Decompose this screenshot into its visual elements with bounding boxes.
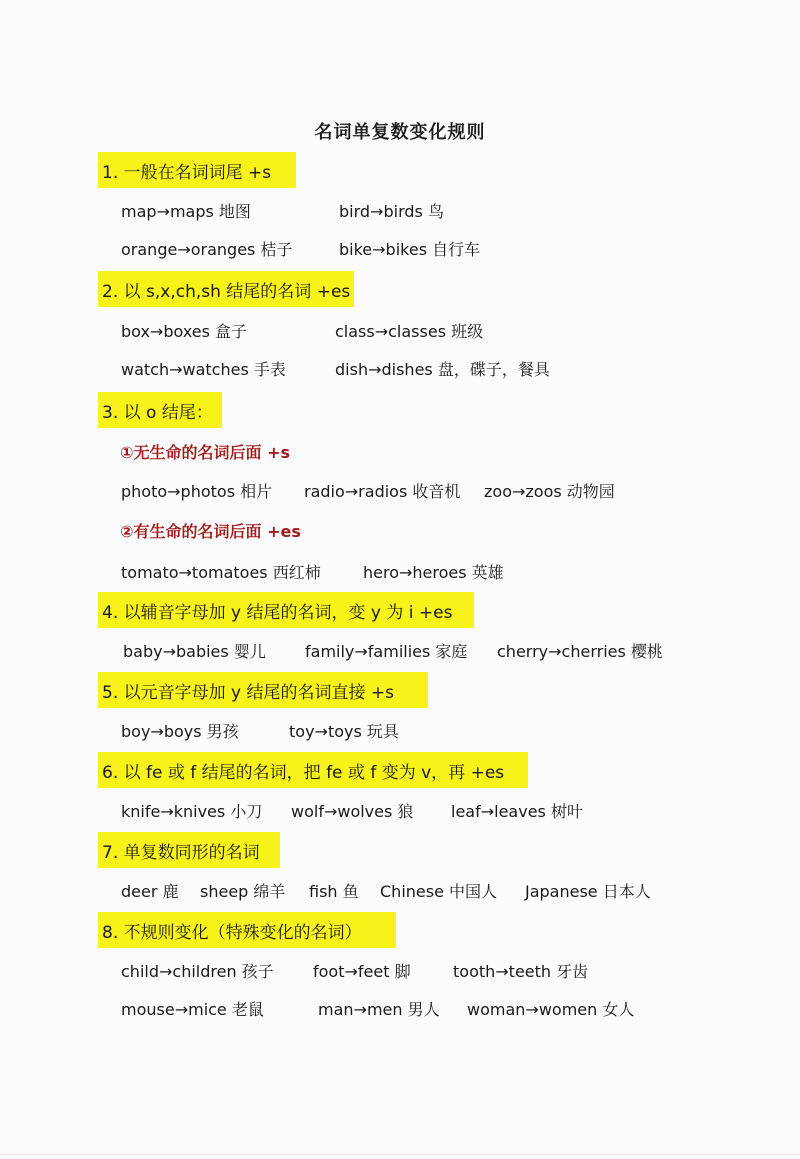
example-item: boy→boys 男孩 (121, 722, 239, 741)
rule-heading-4: 4. 以辅音字母加 y 结尾的名词，变 y 为 i +es (98, 592, 474, 628)
example-item: leaf→leaves 树叶 (451, 802, 583, 821)
page-edge-divider (0, 1154, 800, 1155)
example-item: orange→oranges 桔子 (121, 240, 293, 259)
example-item: man→men 男人 (318, 1000, 440, 1019)
example-item: wolf→wolves 狼 (291, 802, 414, 821)
example-item: deer 鹿 (121, 882, 179, 901)
rule-heading-6: 6. 以 fe 或 f 结尾的名词，把 fe 或 f 变为 v，再 +es (98, 752, 528, 788)
page-title: 名词单复数变化规则 (314, 122, 486, 143)
example-item: photo→photos 相片 (121, 482, 273, 501)
example-item: toy→toys 玩具 (289, 722, 399, 741)
example-item: knife→knives 小刀 (121, 802, 263, 821)
rule-heading-1: 1. 一般在名词词尾 +s (98, 152, 296, 188)
example-item: Japanese 日本人 (525, 882, 651, 901)
example-item: hero→heroes 英雄 (363, 563, 504, 582)
example-item: woman→women 女人 (467, 1000, 635, 1019)
example-item: family→families 家庭 (305, 642, 468, 661)
example-item: bird→birds 鸟 (339, 202, 444, 221)
example-item: watch→watches 手表 (121, 360, 286, 379)
subrule-2: ②有生命的名词后面 +es (120, 522, 301, 541)
example-item: foot→feet 脚 (313, 962, 411, 981)
example-item: zoo→zoos 动物园 (484, 482, 615, 501)
rule-heading-3: 3. 以 o 结尾： (98, 392, 222, 428)
rule-heading-2: 2. 以 s,x,ch,sh 结尾的名词 +es (98, 271, 354, 307)
rule-heading-8: 8. 不规则变化（特殊变化的名词） (98, 912, 396, 948)
example-item: mouse→mice 老鼠 (121, 1000, 264, 1019)
example-item: dish→dishes 盘，碟子，餐具 (335, 360, 550, 379)
example-item: bike→bikes 自行车 (339, 240, 481, 259)
example-item: baby→babies 婴儿 (123, 642, 266, 661)
example-item: radio→radios 收音机 (304, 482, 461, 501)
example-item: tooth→teeth 牙齿 (453, 962, 589, 981)
example-item: class→classes 班级 (335, 322, 484, 341)
example-item: sheep 绵羊 (200, 882, 286, 901)
example-item: fish 鱼 (309, 882, 359, 901)
example-item: map→maps 地图 (121, 202, 251, 221)
example-item: Chinese 中国人 (380, 882, 498, 901)
rule-heading-5: 5. 以元音字母加 y 结尾的名词直接 +s (98, 672, 428, 708)
example-item: child→children 孩子 (121, 962, 274, 981)
subrule-1: ①无生命的名词后面 +s (120, 443, 291, 462)
rule-heading-7: 7. 单复数同形的名词 (98, 832, 280, 868)
example-item: cherry→cherries 樱桃 (497, 642, 663, 661)
example-item: tomato→tomatoes 西红柿 (121, 563, 321, 582)
example-item: box→boxes 盒子 (121, 322, 248, 341)
